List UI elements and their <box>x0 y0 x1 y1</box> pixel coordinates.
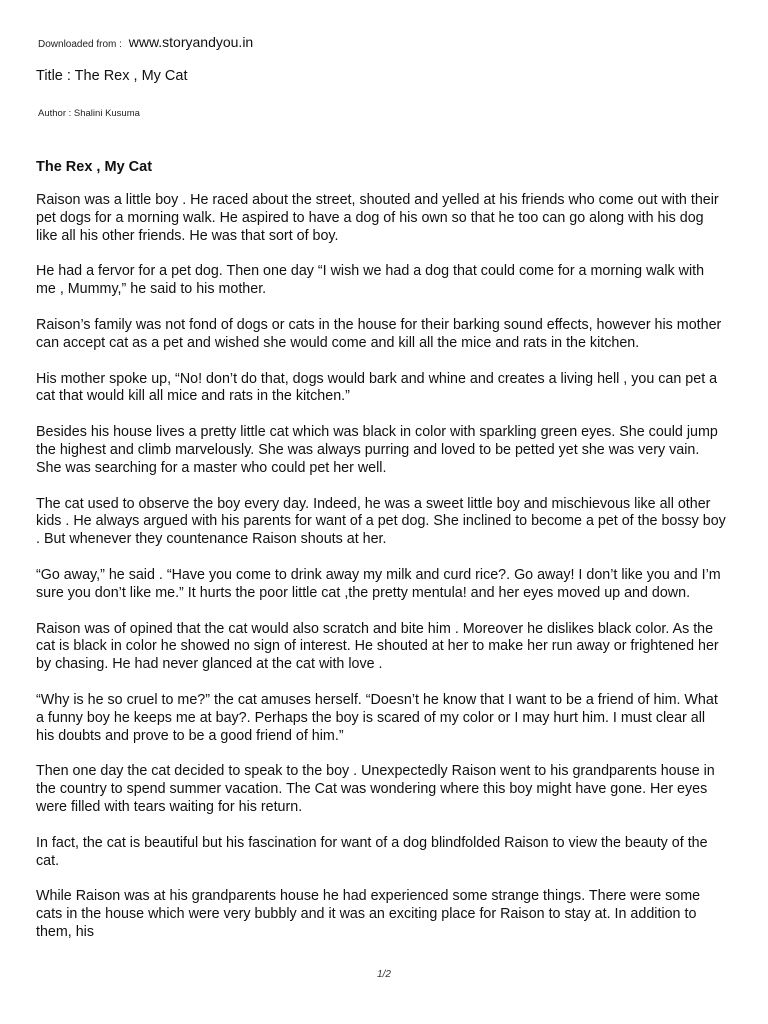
story-paragraph: Raison was of opined that the cat would also scratch and bite him . Moreover he dislikes black color. As the cat is black in color he showed no sign of interest. He shouted at her to make her run away or frightened her by chasing. He had never glanced at the cat with love . <box>36 620 719 673</box>
story-paragraph: Raison was a little boy . He raced about the street, shouted and yelled at his friends who come out with their pet dogs for a morning walk. He aspired to have a dog of his own so that he too can go along with his dog like all his other friends. He was that sort of boy. <box>36 192 719 244</box>
story-paragraph: “Go away,” he said . “Have you come to drink away my milk and curd rice?. Go away! I don’t like you and I’m sure you don’t like me.” It hurts the poor little cat ,the pretty mentula! and her eyes moved up and down. <box>36 566 721 601</box>
source-url-link[interactable]: www.storyandyou.in <box>128 34 254 50</box>
story-paragraph: In fact, the cat is beautiful but his fascination for want of a dog blindfolded Raison to view the beauty of the cat. <box>36 834 708 869</box>
page-number: 1/2 <box>377 969 391 980</box>
download-source-line <box>38 34 253 50</box>
story-heading: The Rex , My Cat <box>36 159 153 175</box>
story-paragraph: The cat used to observe the boy every day. Indeed, he was a sweet little boy and mischievous like all other kids . He always argued with his parents for want of a pet dog. She inclined to become a pet of the bossy boy . But whenever they countenance Raison shouts at her. <box>36 495 726 548</box>
document-title: Title : The Rex , My Cat <box>36 68 188 84</box>
story-paragraph: “Why is he so cruel to me?” the cat amuses herself. “Doesn’t he know that I want to be a friend of him. What a funny boy he keeps me at bay?. Perhaps the boy is scared of my color or I may hurt him. I must clear all his doubts and prove to be a good friend of him.” <box>36 691 718 744</box>
document-author: Author : Shalini Kusuma <box>38 108 140 119</box>
story-body <box>36 192 726 960</box>
story-paragraph: His mother spoke up, “No! don’t do that, dogs would bark and whine and creates a living hell , you can pet a cat that would kill all mice and rats in the kitchen.” <box>36 370 718 405</box>
story-paragraph: Raison’s family was not fond of dogs or cats in the house for their barking sound effects, however his mother can accept cat as a pet and wished she would come and kill all the mice and rats in the kitchen. <box>36 316 722 351</box>
story-paragraph: Besides his house lives a pretty little cat which was black in color with sparkling green eyes. She could jump the highest and climb marvelously. She was always purring and loved to be petted yet she was very vain. She was searching for a master who could pet her well. <box>36 424 718 476</box>
story-paragraph: While Raison was at his grandparents house he had experienced some strange things. There were some cats in the house which were very bubbly and it was an exciting place for Raison to stay at. In addition to them, his <box>36 888 701 940</box>
downloaded-from-label: Downloaded from : <box>38 39 122 50</box>
story-paragraph: Then one day the cat decided to speak to the boy . Unexpectedly Raison went to his grandparents house in the country to spend summer vacation. The Cat was wondering where this boy might have gone. Her eyes were filled with tears waiting for his return. <box>36 763 715 815</box>
story-paragraph: He had a fervor for a pet dog. Then one day “I wish we had a dog that could come for a morning walk with me , Mummy,” he said to his mother. <box>36 263 705 298</box>
